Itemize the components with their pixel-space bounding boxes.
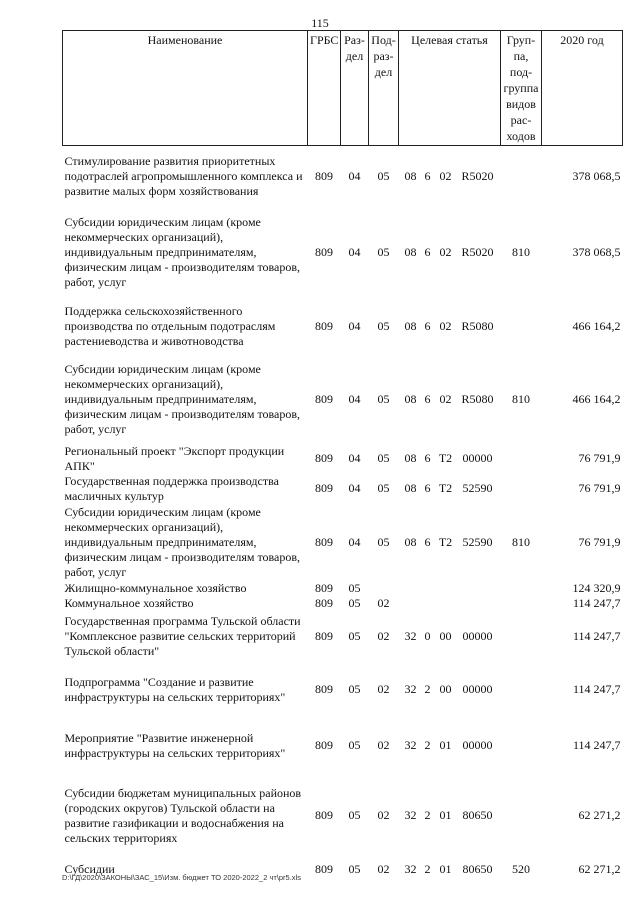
row-target: [399, 474, 501, 504]
row-razdel: 05: [348, 808, 361, 822]
target-direction: 80650: [462, 862, 493, 876]
table-row: [63, 444, 623, 474]
row-podrazdel: 05: [377, 534, 390, 549]
row-name: Жилищно-коммунальное хозяйство: [64, 580, 247, 595]
table-row: [63, 146, 623, 208]
table-row: [63, 663, 623, 717]
row-target: [399, 208, 501, 298]
row-razdel: 04: [348, 245, 361, 259]
row-razdel: 05: [348, 629, 361, 643]
row-razdel: 05: [348, 862, 361, 876]
row-expense-group: 810: [512, 245, 530, 259]
row-name: Коммунальное хозяйство: [64, 595, 194, 610]
target-measure: T2: [438, 451, 453, 465]
row-name: Мероприятие "Развитие инженерной инфраструктуры на сельских территориях": [64, 730, 286, 760]
row-amount: 378 068,5: [572, 169, 621, 184]
target-subprogram: 6: [424, 245, 431, 259]
target-measure: 02: [439, 319, 452, 333]
table-row: [63, 717, 623, 775]
row-grbs: 809: [315, 682, 333, 696]
row-target: [399, 663, 501, 717]
target-measure: 00: [439, 682, 452, 696]
target-measure: 02: [439, 245, 452, 259]
row-name: Субсидии юридическим лицам (кроме некоммерческих организаций), индивидуальным предпринимателям, физическим лицам - производителям товаров, работ, услуг: [64, 215, 301, 289]
target-direction: R5080: [461, 319, 494, 333]
target-direction: 00000: [462, 682, 493, 696]
table-row: [63, 596, 623, 611]
row-podrazdel: 05: [377, 319, 390, 333]
header-name: Наименование: [63, 31, 308, 146]
target-measure: 00: [439, 629, 452, 643]
row-amount: 466 164,2: [572, 392, 621, 406]
target-direction: 00000: [462, 451, 493, 465]
target-direction: R5020: [461, 169, 494, 184]
row-name: Субсидии юридическим лицам (кроме некоммерческих организаций), индивидуальным предпринимателям, физическим лицам - производителям товаров, работ, услуг: [64, 504, 301, 579]
row-podrazdel: 02: [377, 738, 390, 752]
row-expense-group: [501, 474, 542, 504]
row-razdel: 05: [348, 595, 361, 610]
row-expense-group: [501, 611, 542, 663]
file-path-footer: D:\ГД\2020\ЗАКОНЫ\ЗАС_15\Изм. бюджет ТО 2020-2022_2 чт\pr5.xls: [62, 873, 301, 882]
row-target: [399, 146, 501, 208]
target-subprogram: 2: [424, 808, 431, 822]
row-grbs: 809: [315, 738, 333, 752]
row-amount: 378 068,5: [572, 245, 621, 259]
row-razdel: 04: [348, 451, 361, 465]
row-amount: 114 247,7: [572, 595, 621, 610]
row-target: [399, 298, 501, 356]
row-target: [399, 581, 501, 596]
row-name: Субсидии юридическим лицам (кроме некоммерческих организаций), индивидуальным предпринимателям, физическим лицам - производителям товаров, работ, услуг: [64, 362, 301, 436]
header-target: Целевая статья: [399, 31, 501, 146]
row-name: Региональный проект "Экспорт продукции АПК": [64, 443, 285, 473]
row-target: [399, 611, 501, 663]
row-name: Государственная программа Тульской области "Комплексное развитие сельских территорий Тульской области": [64, 614, 301, 658]
row-target: [399, 504, 501, 581]
row-razdel: 04: [348, 481, 361, 495]
row-amount: 466 164,2: [572, 319, 621, 333]
target-subprogram: 0: [424, 629, 431, 643]
target-program: 08: [404, 319, 417, 333]
header-group: Груп-па, под-группа видов рас-ходов: [501, 31, 542, 146]
target-measure: T2: [438, 481, 453, 495]
target-direction: R5020: [461, 245, 494, 259]
table-row: [63, 611, 623, 663]
row-razdel: 05: [348, 738, 361, 752]
target-program: 32: [404, 629, 417, 643]
target-program: 08: [404, 481, 417, 495]
row-amount: 76 791,9: [578, 451, 621, 465]
target-program: 32: [404, 738, 417, 752]
row-target: [399, 775, 501, 857]
header-year: 2020 год: [542, 31, 623, 146]
target-subprogram: 6: [424, 169, 431, 184]
row-expense-group: [501, 596, 542, 611]
row-grbs: 809: [315, 808, 333, 822]
row-grbs: 809: [315, 629, 333, 643]
target-direction: 00000: [462, 629, 493, 643]
target-subprogram: 6: [424, 319, 431, 333]
row-amount: 76 791,9: [578, 534, 621, 549]
row-razdel: 04: [348, 534, 361, 549]
target-direction: 00000: [462, 738, 493, 752]
row-expense-group: [501, 775, 542, 857]
row-target: [399, 717, 501, 775]
target-measure: T2: [438, 534, 453, 549]
row-name: Государственная поддержка производства масличных культур: [64, 473, 279, 503]
target-program: 32: [404, 862, 417, 876]
target-direction: 80650: [462, 808, 493, 822]
row-amount: 124 320,9: [572, 580, 621, 595]
target-measure: 01: [439, 738, 452, 752]
target-subprogram: 6: [424, 481, 431, 495]
row-target: [399, 596, 501, 611]
row-podrazdel: 02: [377, 862, 390, 876]
row-amount: 114 247,7: [572, 738, 621, 752]
table-row: [63, 474, 623, 504]
row-amount: 76 791,9: [578, 481, 621, 495]
row-grbs: 809: [315, 534, 333, 549]
row-grbs: 809: [315, 451, 333, 465]
header-razdel: Раз-дел: [341, 31, 369, 146]
row-grbs: 809: [315, 245, 333, 259]
row-podrazdel: 05: [377, 481, 390, 495]
row-expense-group: 810: [512, 392, 530, 406]
row-podrazdel: 02: [377, 808, 390, 822]
target-measure: 01: [439, 808, 452, 822]
page-number: 115: [311, 16, 329, 30]
row-razdel: 04: [348, 169, 361, 184]
row-grbs: 809: [315, 169, 333, 184]
target-measure: 02: [439, 169, 452, 184]
row-razdel: 05: [348, 580, 361, 595]
row-target: [399, 857, 501, 883]
row-grbs: 809: [315, 862, 333, 876]
row-podrazdel: 02: [377, 629, 390, 643]
row-podrazdel: 05: [377, 392, 390, 406]
target-program: 32: [404, 682, 417, 696]
target-measure: 01: [439, 862, 452, 876]
row-expense-group: [501, 444, 542, 474]
target-subprogram: 6: [424, 392, 431, 406]
row-amount: 62 271,2: [578, 862, 621, 876]
target-direction: 52590: [462, 534, 493, 549]
target-program: 08: [404, 169, 417, 184]
row-podrazdel: [369, 581, 399, 596]
row-target: [399, 356, 501, 444]
table-row: [63, 504, 623, 581]
budget-table: [62, 30, 623, 883]
row-expense-group: [501, 581, 542, 596]
target-direction: 52590: [462, 481, 493, 495]
row-target: [399, 444, 501, 474]
row-expense-group: 810: [512, 534, 530, 549]
row-amount: 114 247,7: [572, 682, 621, 696]
row-expense-group: 520: [512, 862, 530, 876]
table-row: [63, 581, 623, 596]
row-grbs: 809: [315, 595, 333, 610]
row-expense-group: [501, 717, 542, 775]
table-row: [63, 208, 623, 298]
table-row: [63, 775, 623, 857]
header-podrazdel: Под-раз-дел: [369, 31, 399, 146]
row-razdel: 05: [348, 682, 361, 696]
row-razdel: 04: [348, 392, 361, 406]
row-grbs: 809: [315, 392, 333, 406]
row-podrazdel: 05: [377, 245, 390, 259]
target-subprogram: 2: [424, 682, 431, 696]
target-subprogram: 6: [424, 534, 431, 549]
row-razdel: 04: [348, 319, 361, 333]
target-measure: 02: [439, 392, 452, 406]
target-program: 08: [404, 392, 417, 406]
row-name: Поддержка сельскохозяйственного производства по отдельным подотраслям растениеводства и животноводства: [64, 304, 276, 348]
row-amount: 114 247,7: [572, 629, 621, 643]
row-expense-group: [501, 663, 542, 717]
row-grbs: 809: [315, 580, 333, 595]
row-grbs: 809: [315, 481, 333, 495]
target-subprogram: 2: [424, 862, 431, 876]
table-row: [63, 298, 623, 356]
row-grbs: 809: [315, 319, 333, 333]
header-grbs: ГРБС: [308, 31, 341, 146]
row-amount: 62 271,2: [578, 808, 621, 822]
row-podrazdel: 02: [377, 682, 390, 696]
row-name: Субсидии бюджетам муниципальных районов (городских округов) Тульской области на развитие газификации и водоснабжения на сельских территориях: [64, 785, 302, 845]
row-podrazdel: 05: [377, 169, 390, 184]
row-name: Субсидии: [64, 862, 115, 876]
target-subprogram: 6: [424, 451, 431, 465]
target-subprogram: 2: [424, 738, 431, 752]
row-name: Стимулирование развития приоритетных подотраслей агропромышленного комплекса и развитие малых форм хозяйствования: [64, 154, 303, 199]
target-program: 08: [404, 245, 417, 259]
target-program: 08: [404, 534, 417, 549]
row-podrazdel: 02: [377, 595, 390, 610]
header-row: [63, 31, 623, 146]
target-direction: R5080: [461, 392, 494, 406]
row-name: Подпрограмма "Создание и развитие инфраструктуры на сельских территориях": [64, 674, 286, 704]
row-expense-group: [501, 298, 542, 356]
row-expense-group: [501, 146, 542, 208]
target-program: 32: [404, 808, 417, 822]
target-program: 08: [404, 451, 417, 465]
row-podrazdel: 05: [377, 451, 390, 465]
table-row: [63, 356, 623, 444]
